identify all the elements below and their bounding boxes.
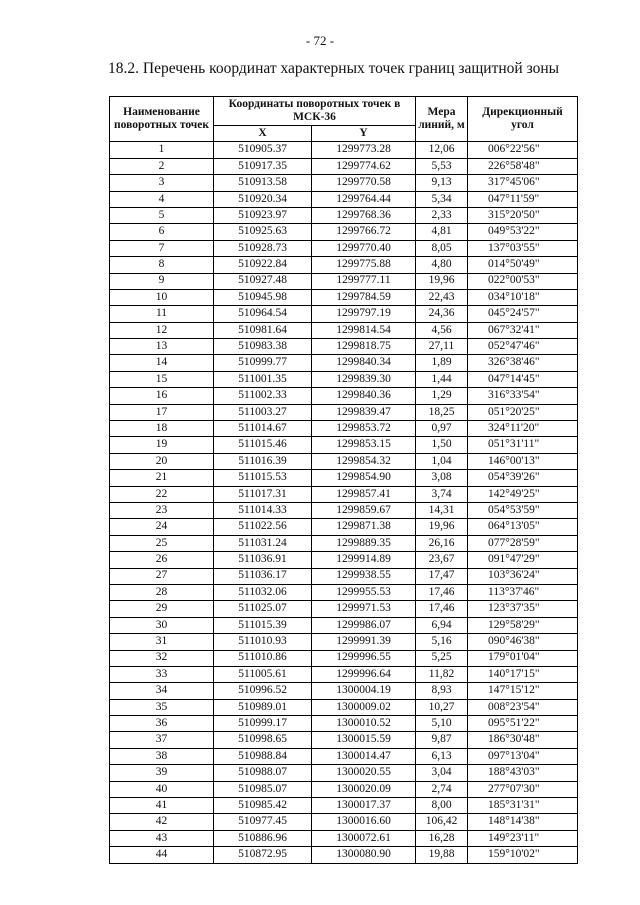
point-number-cell: 19 [110,437,214,453]
x-coordinate-cell: 510920.34 [214,191,312,207]
y-coordinate-cell: 1299986.07 [312,617,416,633]
direction-angle-cell: 067°32'41" [468,322,578,338]
direction-angle-cell: 049°53'22" [468,224,578,240]
line-length-cell: 8,00 [416,798,468,814]
line-length-cell: 3,08 [416,470,468,486]
y-coordinate-cell: 1299889.35 [312,535,416,551]
direction-angle-cell: 014°50'49" [468,257,578,273]
point-number-cell: 5 [110,207,214,223]
point-number-cell: 2 [110,158,214,174]
x-coordinate-cell: 511022.56 [214,519,312,535]
table-body [110,142,578,863]
table-row [110,355,578,371]
direction-angle-cell: 034°10'18" [468,289,578,305]
table-row [110,470,578,486]
table-row [110,650,578,666]
direction-angle-cell: 326°38'46" [468,355,578,371]
direction-angle-cell: 022°00'53" [468,273,578,289]
line-length-cell: 19,96 [416,519,468,535]
y-coordinate-cell: 1299854.32 [312,453,416,469]
line-length-cell: 3,04 [416,765,468,781]
x-coordinate-cell: 511015.39 [214,617,312,633]
line-length-cell: 106,42 [416,814,468,830]
coordinates-table [109,96,578,864]
line-length-cell: 11,82 [416,666,468,682]
table-row [110,748,578,764]
point-number-cell: 7 [110,240,214,256]
line-length-cell: 18,25 [416,404,468,420]
direction-angle-cell: 113°37'46" [468,584,578,600]
direction-angle-cell: 137°03'55" [468,240,578,256]
direction-angle-cell: 179°01'04" [468,650,578,666]
direction-angle-cell: 317°45'06" [468,175,578,191]
point-number-cell: 35 [110,699,214,715]
x-coordinate-cell: 510998.65 [214,732,312,748]
point-number-cell: 31 [110,634,214,650]
x-coordinate-cell: 510928.73 [214,240,312,256]
x-coordinate-cell: 510983.38 [214,339,312,355]
x-coordinate-cell: 510988.07 [214,765,312,781]
direction-angle-cell: 147°15'12" [468,683,578,699]
y-coordinate-cell: 1300017.37 [312,798,416,814]
point-number-cell: 11 [110,306,214,322]
table-row [110,568,578,584]
x-coordinate-cell: 510989.01 [214,699,312,715]
x-coordinate-cell: 511036.91 [214,552,312,568]
x-coordinate-cell: 510913.58 [214,175,312,191]
table-row [110,306,578,322]
line-length-cell: 9,87 [416,732,468,748]
table-row [110,207,578,223]
y-coordinate-cell: 1299839.30 [312,371,416,387]
x-coordinate-cell: 510872.95 [214,847,312,863]
table-row [110,224,578,240]
line-length-cell: 4,80 [416,257,468,273]
point-number-cell: 38 [110,748,214,764]
direction-angle-cell: 064°13'05" [468,519,578,535]
page-number: - 72 - [305,33,335,48]
y-coordinate-cell: 1299853.72 [312,421,416,437]
direction-angle-cell: 140°17'15" [468,666,578,682]
line-length-cell: 27,11 [416,339,468,355]
y-coordinate-cell: 1300020.55 [312,765,416,781]
y-coordinate-cell: 1299840.34 [312,355,416,371]
y-coordinate-cell: 1299777.11 [312,273,416,289]
x-coordinate-cell: 511010.86 [214,650,312,666]
table-row [110,191,578,207]
point-number-cell: 4 [110,191,214,207]
x-coordinate-cell: 510996.52 [214,683,312,699]
y-coordinate-cell: 1299770.58 [312,175,416,191]
point-number-cell: 41 [110,798,214,814]
y-coordinate-cell: 1300010.52 [312,716,416,732]
table-row [110,158,578,174]
x-coordinate-cell: 511005.61 [214,666,312,682]
table-row [110,289,578,305]
y-coordinate-cell: 1300009.02 [312,699,416,715]
point-number-cell: 43 [110,830,214,846]
table-row [110,584,578,600]
y-coordinate-cell: 1299996.55 [312,650,416,666]
line-length-cell: 5,10 [416,716,468,732]
point-number-cell: 23 [110,502,214,518]
direction-angle-cell: 054°53'59" [468,502,578,518]
point-number-cell: 44 [110,847,214,863]
line-length-cell: 24,36 [416,306,468,322]
point-number-cell: 32 [110,650,214,666]
y-coordinate-cell: 1299857.41 [312,486,416,502]
y-coordinate-cell: 1299859.67 [312,502,416,518]
y-coordinate-cell: 1299914.89 [312,552,416,568]
point-number-cell: 21 [110,470,214,486]
x-coordinate-cell: 510999.77 [214,355,312,371]
direction-angle-cell: 185°31'31" [468,798,578,814]
direction-angle-cell: 316°33'54" [468,388,578,404]
y-coordinate-cell: 1300004.19 [312,683,416,699]
line-length-cell: 17,47 [416,568,468,584]
line-length-cell: 17,46 [416,584,468,600]
y-coordinate-cell: 1299768.36 [312,207,416,223]
direction-angle-cell: 091°47'29" [468,552,578,568]
line-length-cell: 16,28 [416,830,468,846]
table-row [110,486,578,502]
direction-angle-cell: 186°30'48" [468,732,578,748]
y-coordinate-cell: 1299764.44 [312,191,416,207]
table-row [110,666,578,682]
header-y: Y [312,126,416,142]
table-row [110,814,578,830]
direction-angle-cell: 123°37'35" [468,601,578,617]
x-coordinate-cell: 510981.64 [214,322,312,338]
line-length-cell: 6,94 [416,617,468,633]
direction-angle-cell: 006°22'56" [468,142,578,158]
y-coordinate-cell: 1299840.36 [312,388,416,404]
point-number-cell: 14 [110,355,214,371]
point-number-cell: 20 [110,453,214,469]
point-number-cell: 36 [110,716,214,732]
x-coordinate-cell: 511025.07 [214,601,312,617]
y-coordinate-cell: 1299818.75 [312,339,416,355]
direction-angle-cell: 008°23'54" [468,699,578,715]
point-number-cell: 34 [110,683,214,699]
y-coordinate-cell: 1299774.62 [312,158,416,174]
y-coordinate-cell: 1299784.59 [312,289,416,305]
y-coordinate-cell: 1299839.47 [312,404,416,420]
y-coordinate-cell: 1299996.64 [312,666,416,682]
table-row [110,404,578,420]
x-coordinate-cell: 511001.35 [214,371,312,387]
direction-angle-cell: 077°28'59" [468,535,578,551]
line-length-cell: 1,89 [416,355,468,371]
table-row [110,421,578,437]
point-number-cell: 12 [110,322,214,338]
y-coordinate-cell: 1300014.47 [312,748,416,764]
table-row [110,437,578,453]
line-length-cell: 4,56 [416,322,468,338]
section-title: 18.2. Перечень координат характерных точек границ защитной зоны [108,60,560,77]
x-coordinate-cell: 511015.53 [214,470,312,486]
point-number-cell: 18 [110,421,214,437]
line-length-cell: 5,53 [416,158,468,174]
point-number-cell: 28 [110,584,214,600]
x-coordinate-cell: 510945.98 [214,289,312,305]
direction-angle-cell: 324°11'20" [468,421,578,437]
line-length-cell: 3,74 [416,486,468,502]
direction-angle-cell: 047°14'45" [468,371,578,387]
direction-angle-cell: 277°07'30" [468,781,578,797]
line-length-cell: 17,46 [416,601,468,617]
table-row [110,716,578,732]
table-row [110,371,578,387]
line-length-cell: 2,33 [416,207,468,223]
point-number-cell: 6 [110,224,214,240]
line-length-cell: 10,27 [416,699,468,715]
header-direction-angle: Дирекционный угол [468,97,578,142]
x-coordinate-cell: 511014.67 [214,421,312,437]
x-coordinate-cell: 511017.31 [214,486,312,502]
y-coordinate-cell: 1299766.72 [312,224,416,240]
point-number-cell: 29 [110,601,214,617]
y-coordinate-cell: 1299971.53 [312,601,416,617]
line-length-cell: 12,06 [416,142,468,158]
direction-angle-cell: 188°43'03" [468,765,578,781]
y-coordinate-cell: 1299797.19 [312,306,416,322]
y-coordinate-cell: 1300072.61 [312,830,416,846]
table-row [110,830,578,846]
table-row [110,339,578,355]
x-coordinate-cell: 511015.46 [214,437,312,453]
line-length-cell: 26,16 [416,535,468,551]
x-coordinate-cell: 510925.63 [214,224,312,240]
point-number-cell: 33 [110,666,214,682]
direction-angle-cell: 045°24'57" [468,306,578,322]
x-coordinate-cell: 510886.96 [214,830,312,846]
line-length-cell: 19,96 [416,273,468,289]
y-coordinate-cell: 1300080.90 [312,847,416,863]
x-coordinate-cell: 510985.42 [214,798,312,814]
point-number-cell: 9 [110,273,214,289]
x-coordinate-cell: 510923.97 [214,207,312,223]
header-point-name: Наименование поворотных точек [110,97,214,142]
direction-angle-cell: 095°51'22" [468,716,578,732]
x-coordinate-cell: 511036.17 [214,568,312,584]
point-number-cell: 26 [110,552,214,568]
x-coordinate-cell: 510977.45 [214,814,312,830]
point-number-cell: 25 [110,535,214,551]
y-coordinate-cell: 1300015.59 [312,732,416,748]
point-number-cell: 3 [110,175,214,191]
y-coordinate-cell: 1299773.28 [312,142,416,158]
x-coordinate-cell: 511031.24 [214,535,312,551]
point-number-cell: 1 [110,142,214,158]
point-number-cell: 27 [110,568,214,584]
y-coordinate-cell: 1299775.88 [312,257,416,273]
line-length-cell: 9,13 [416,175,468,191]
table-row [110,453,578,469]
table-row [110,519,578,535]
point-number-cell: 17 [110,404,214,420]
x-coordinate-cell: 510927.48 [214,273,312,289]
x-coordinate-cell: 510905.37 [214,142,312,158]
x-coordinate-cell: 510922.84 [214,257,312,273]
line-length-cell: 4,81 [416,224,468,240]
table-row [110,273,578,289]
point-number-cell: 13 [110,339,214,355]
y-coordinate-cell: 1299955.53 [312,584,416,600]
point-number-cell: 15 [110,371,214,387]
point-number-cell: 42 [110,814,214,830]
y-coordinate-cell: 1299770.40 [312,240,416,256]
x-coordinate-cell: 511003.27 [214,404,312,420]
x-coordinate-cell: 510917.35 [214,158,312,174]
x-coordinate-cell: 510999.17 [214,716,312,732]
table-row [110,765,578,781]
header-coords-group: Координаты поворотных точек в МСК-36 [214,97,416,126]
y-coordinate-cell: 1299814.54 [312,322,416,338]
x-coordinate-cell: 510964.54 [214,306,312,322]
table-row [110,257,578,273]
direction-angle-cell: 103°36'24" [468,568,578,584]
line-length-cell: 5,25 [416,650,468,666]
point-number-cell: 40 [110,781,214,797]
y-coordinate-cell: 1299938.55 [312,568,416,584]
header-line-length: Мера линий, м [416,97,468,142]
table-row [110,601,578,617]
line-length-cell: 1,44 [416,371,468,387]
point-number-cell: 39 [110,765,214,781]
direction-angle-cell: 047°11'59" [468,191,578,207]
table-header [110,97,578,142]
point-number-cell: 16 [110,388,214,404]
table-row [110,847,578,863]
table-row [110,175,578,191]
table-row [110,617,578,633]
x-coordinate-cell: 511010.93 [214,634,312,650]
point-number-cell: 10 [110,289,214,305]
table-row [110,699,578,715]
line-length-cell: 14,31 [416,502,468,518]
table-row [110,683,578,699]
x-coordinate-cell: 511032.06 [214,584,312,600]
table-row [110,798,578,814]
x-coordinate-cell: 511016.39 [214,453,312,469]
x-coordinate-cell: 511014.33 [214,502,312,518]
direction-angle-cell: 129°58'29" [468,617,578,633]
direction-angle-cell: 097°13'04" [468,748,578,764]
x-coordinate-cell: 510988.84 [214,748,312,764]
point-number-cell: 8 [110,257,214,273]
point-number-cell: 37 [110,732,214,748]
table-row [110,535,578,551]
point-number-cell: 22 [110,486,214,502]
x-coordinate-cell: 511002.33 [214,388,312,404]
line-length-cell: 22,43 [416,289,468,305]
direction-angle-cell: 051°20'25" [468,404,578,420]
direction-angle-cell: 149°23'11" [468,830,578,846]
direction-angle-cell: 051°31'11" [468,437,578,453]
direction-angle-cell: 142°49'25" [468,486,578,502]
direction-angle-cell: 052°47'46" [468,339,578,355]
line-length-cell: 1,04 [416,453,468,469]
direction-angle-cell: 226°58'48" [468,158,578,174]
header-row-top [110,97,578,126]
y-coordinate-cell: 1300016.60 [312,814,416,830]
line-length-cell: 2,74 [416,781,468,797]
line-length-cell: 8,93 [416,683,468,699]
table-row [110,634,578,650]
line-length-cell: 5,34 [416,191,468,207]
line-length-cell: 19,88 [416,847,468,863]
table-row [110,502,578,518]
table-row [110,781,578,797]
direction-angle-cell: 090°46'38" [468,634,578,650]
table-row [110,388,578,404]
point-number-cell: 30 [110,617,214,633]
header-x: X [214,126,312,142]
direction-angle-cell: 315°20'50" [468,207,578,223]
direction-angle-cell: 054°39'26" [468,470,578,486]
table-row [110,142,578,158]
line-length-cell: 1,29 [416,388,468,404]
direction-angle-cell: 159°10'02" [468,847,578,863]
direction-angle-cell: 146°00'13" [468,453,578,469]
y-coordinate-cell: 1299853.15 [312,437,416,453]
line-length-cell: 5,16 [416,634,468,650]
point-number-cell: 24 [110,519,214,535]
table-row [110,322,578,338]
y-coordinate-cell: 1299854.90 [312,470,416,486]
y-coordinate-cell: 1299871.38 [312,519,416,535]
direction-angle-cell: 148°14'38" [468,814,578,830]
y-coordinate-cell: 1299991.39 [312,634,416,650]
table-row [110,552,578,568]
y-coordinate-cell: 1300020.09 [312,781,416,797]
table-row [110,732,578,748]
line-length-cell: 8,05 [416,240,468,256]
line-length-cell: 23,67 [416,552,468,568]
x-coordinate-cell: 510985.07 [214,781,312,797]
line-length-cell: 1,50 [416,437,468,453]
line-length-cell: 6,13 [416,748,468,764]
table-row [110,240,578,256]
line-length-cell: 0,97 [416,421,468,437]
